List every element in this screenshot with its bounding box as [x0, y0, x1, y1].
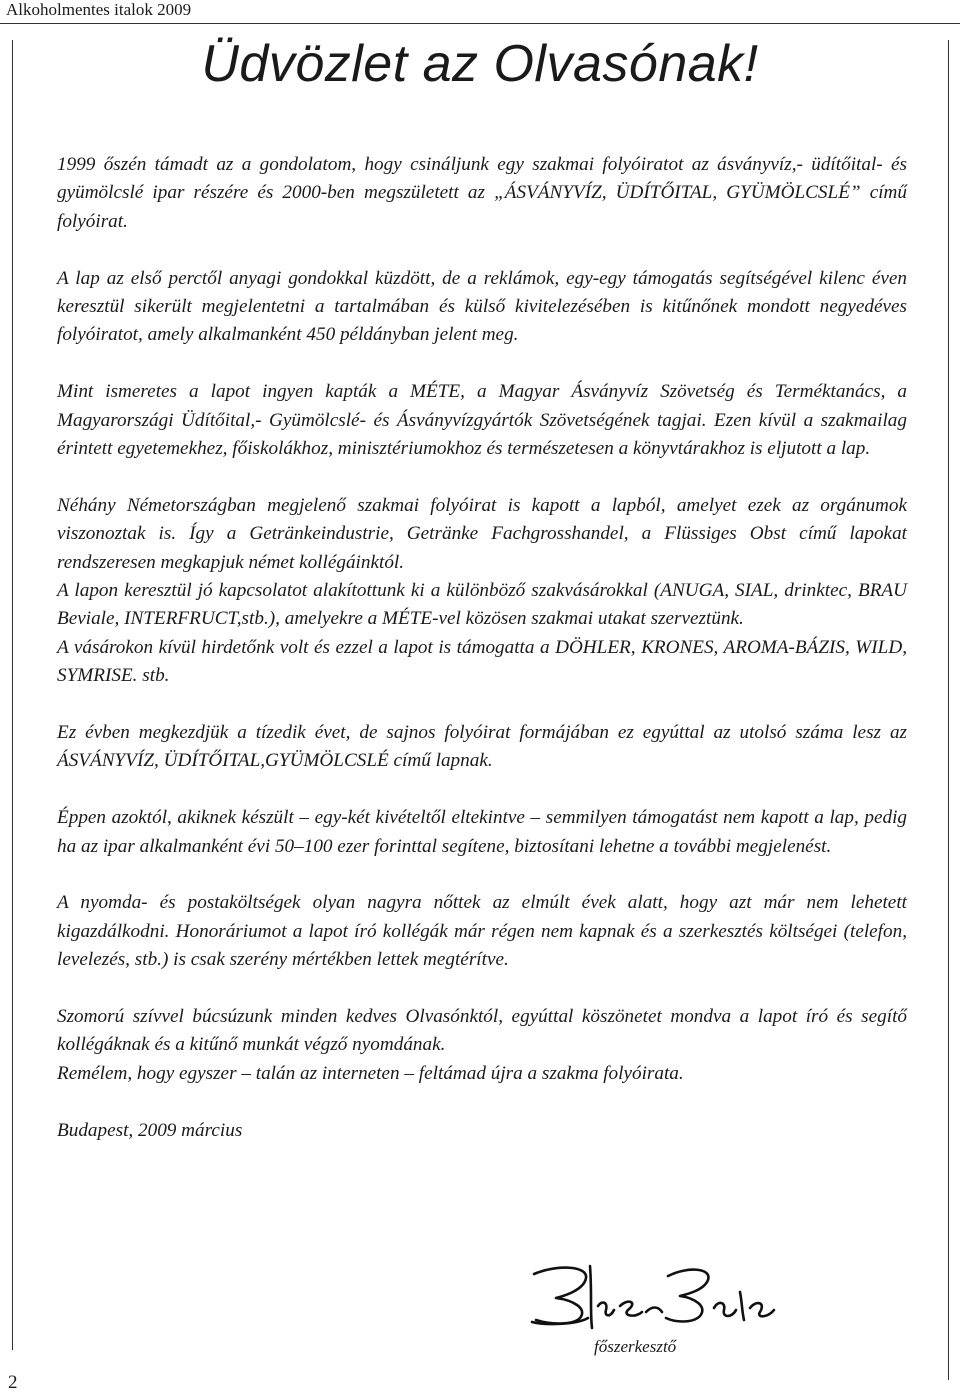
paragraph-farewell: Szomorú szívvel búcsúzunk minden kedves Olvasónktól, egyúttal köszönetet mondva a lapot író és segítő kollégáknak és a kitűnő munkát végző nyomdának. [57, 1006, 907, 1056]
left-margin-rule [12, 40, 13, 1350]
signature-role: főszerkesztő [594, 1337, 677, 1356]
page-number: 2 [8, 1372, 18, 1393]
paragraph-trade-fairs: A lapon keresztül jó kapcsolatot alakítottunk ki a különböző szakvásárokkal (ANUGA, SIAL, drinktec, BRAU Beviale, INTERFRUCT,stb.), amelyekre a MÉTE-vel közösen szakmai utakat szerveztünk. [57, 580, 907, 630]
handwritten-signature [528, 1262, 788, 1342]
page-title: Üdvözlet az Olvasónak! [201, 35, 759, 93]
paragraph-costs: A nyomda- és postaköltségek olyan nagyra nőttek az elmúlt évek alatt, hogy azt már nem lehetett kigazdálkodni. Honoráriumot a lapot író kollégák már régen nem kapnak és a szerkesztés költségei (telefon, levelezés, stb.) is csak szerény mértékben lettek megtérítve. [57, 892, 907, 971]
header-divider [0, 23, 960, 24]
paragraph-hope: Remélem, hogy egyszer – talán az interneten – feltámad újra a szakma folyóirata. [57, 1062, 684, 1084]
paragraph-distribution: Mint ismeretes a lapot ingyen kapták a MÉTE, a Magyar Ásványvíz Szövetség és Terméktanács, a Magyarországi Üdítőital,- Gyümölcslé- és Ásványvízgyártók Szövetségének tagjai. Ezen kívül a szakmailag érintett egyetemekhez, főiskolákhoz, minisztériumokhoz és természetesen a könyvtárakhoz is eljutott a lap. [57, 381, 907, 460]
letter-body [57, 151, 907, 1173]
place-date: Budapest, 2009 március [57, 1119, 243, 1141]
right-margin-rule [948, 40, 949, 1380]
running-header: Alkoholmentes italok 2009 [6, 0, 192, 19]
paragraph-final-year: Ez évben megkezdjük a tízedik évet, de sajnos folyóirat formájában ez egyúttal az utolsó száma lesz az ÁSVÁNYVÍZ, ÜDÍTŐITAL,GYÜMÖLCSLÉ című lapnak. [57, 722, 907, 772]
paragraph-history: A lap az első perctől anyagi gondokkal küzdött, de a reklámok, egy-egy támogatás segítségével kilenc éven keresztül sikerült megjelentetni a tartalmában és külső kivitelezésében is kitűnőnek mondott negyedéves folyóiratot, amely alkalmanként 450 példányban jelent meg. [57, 267, 907, 346]
paragraph-advertisers: A vásárokon kívül hirdetőnk volt és ezzel a lapot is támogatta a DÖHLER, KRONES, AROMA-BÁZIS, WILD, SYMRISE. stb. [57, 636, 907, 687]
paragraph-support: Éppen azoktól, akiknek készült – egy-két kivételtől eltekintve – semmilyen támogatást nem kapott a lap, pedig ha az ipar alkalmanként évi 50–100 ezer forinttal segítene, biztosítani lehetne a további megjelenést. [57, 807, 907, 857]
paragraph-german-journals: Néhány Németországban megjelenő szakmai folyóirat is kapott a lapból, amelyet ezek az orgánumok viszonoztak is. Így a Getränkeindustrie, Getränke Fachgrosshandel, a Flüssiges Obst című lapokat rendszeresen megkapjuk német kollégáinktól. [57, 494, 907, 573]
paragraph-origin: 1999 őszén támadt az a gondolatom, hogy csináljunk egy szakmai folyóiratot az ásványvíz,- üdítőital- és gyümölcslé ipar részére és 2000-ben megszületett az „ÁSVÁNYVÍZ, ÜDÍTŐITAL, GYÜMÖLCSLÉ” című folyóirat. [57, 154, 907, 232]
